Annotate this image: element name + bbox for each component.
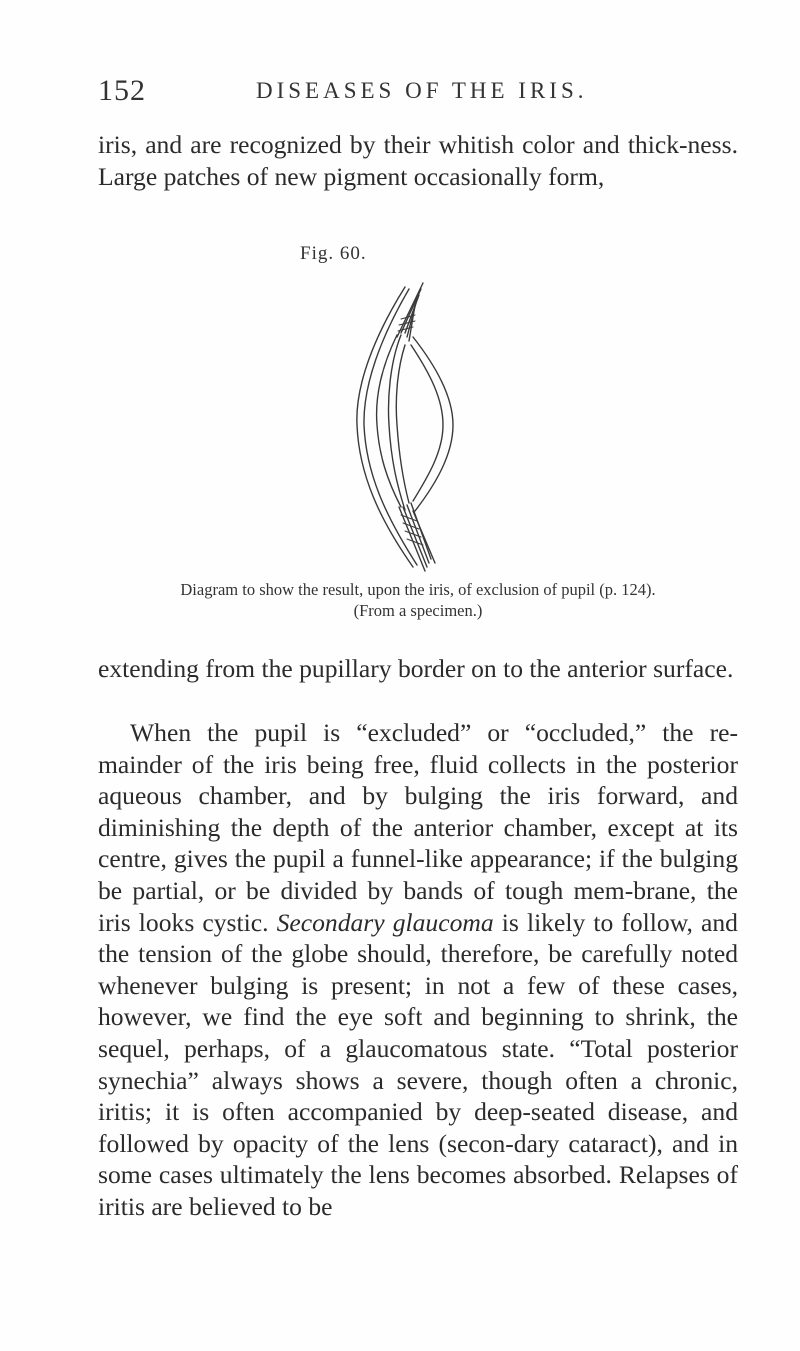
lens-right-curve bbox=[413, 337, 453, 511]
paragraph-main-part1: When the pupil is “excluded” or “occluded,” the re-mainder of the iris being free, fluid collects in the posterior aqueous chamber, and by bulging the iris forward, and diminishing the depth of the anterior chamber, except at its centre, gives the pupil a funnel-like appearance; if the bulging be partial, or be divided by bands of tough mem-brane, the iris looks cystic. bbox=[98, 718, 738, 937]
iris-bulge-inner bbox=[396, 345, 409, 503]
paragraph-top: iris, and are recognized by their whitish color and thick-ness. Large patches of new pigment occasionally form, bbox=[98, 130, 738, 191]
running-head bbox=[98, 74, 738, 114]
iris-diagram-figure bbox=[335, 275, 465, 575]
paragraph-main bbox=[98, 717, 738, 1223]
page-number: 152 bbox=[98, 74, 146, 107]
lower-fibre-5 bbox=[413, 511, 435, 563]
upper-fibre-1 bbox=[397, 283, 423, 337]
caption-line-1: Diagram to show the result, upon the iris, of exclusion of pupil (p. 124). bbox=[180, 580, 656, 599]
lens-right-inner bbox=[411, 345, 443, 501]
running-title: DISEASES OF THE IRIS. bbox=[256, 78, 588, 103]
figure-caption bbox=[98, 579, 738, 621]
paragraph-extend: extending from the pupillary border on to the anterior surface. bbox=[98, 654, 734, 683]
paragraph-main-part2: is likely to follow, and the tension of the globe should, therefore, be carefully noted whenever bulging is present; in not a few of these cases, however, we find the eye soft and beginning to shrink, the sequel, perhaps, of a glaucomatous state. “Total posterior synechia” always shows a severe, though often a chronic, iritis; it is often accompanied by deep-seated disease, and followed by opacity of the lens (secon-dary cataract), and in some cases ultimately the lens becomes absorbed. Relapses of iritis are believed to be bbox=[98, 907, 738, 1221]
figure-label: Fig. 60. bbox=[300, 243, 367, 264]
caption-line-2: (From a specimen.) bbox=[353, 601, 483, 620]
secondary-glaucoma-term: Secondary glaucoma bbox=[276, 907, 494, 937]
